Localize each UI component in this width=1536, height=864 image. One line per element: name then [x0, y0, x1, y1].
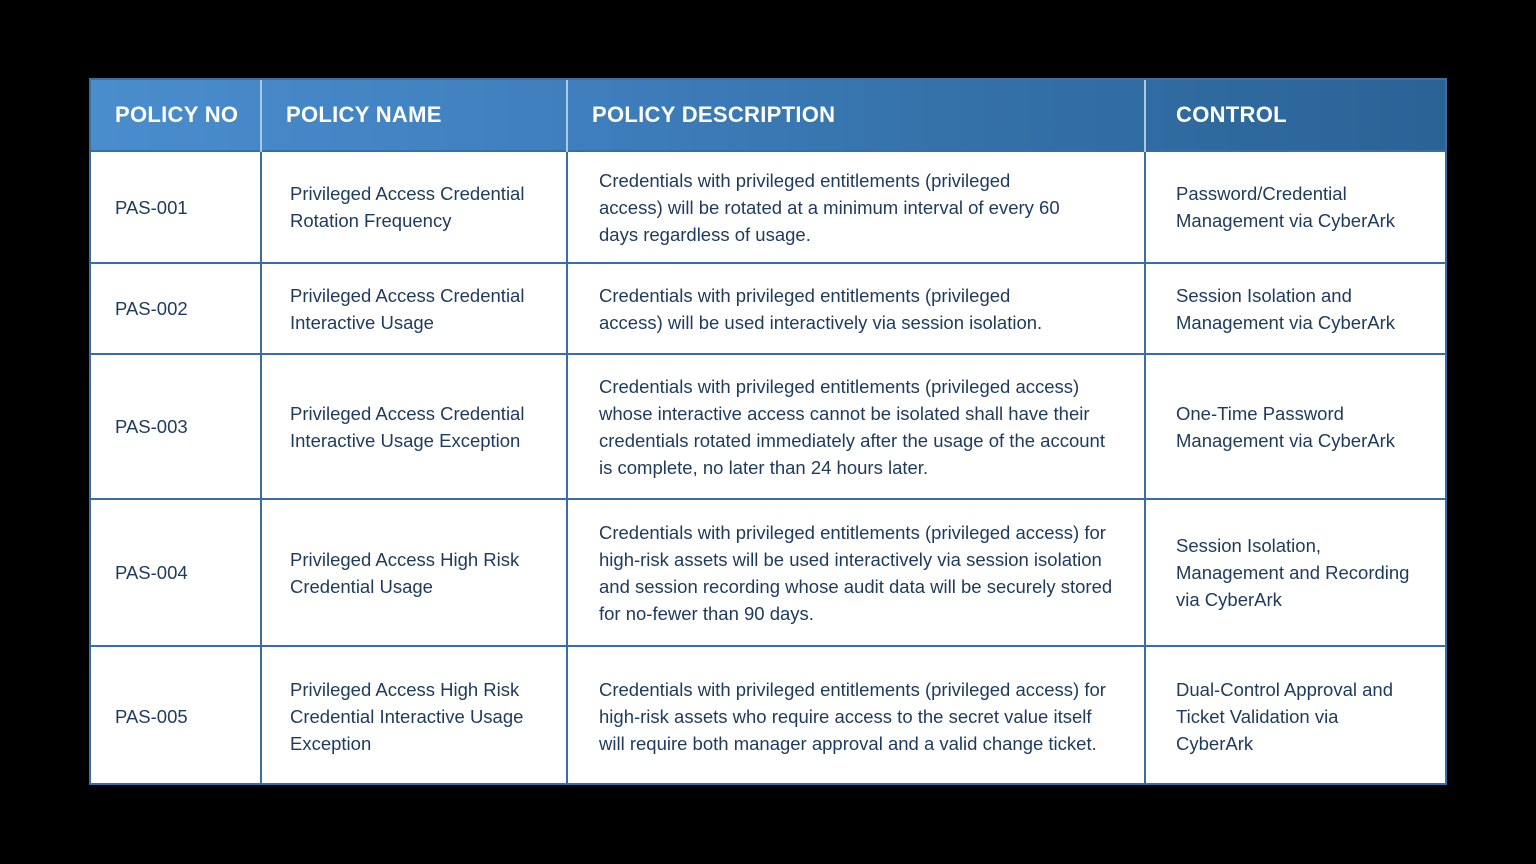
table-row — [91, 151, 1445, 263]
cell-policy-description: Credentials with privileged entitlements (privileged access) for high-risk assets will be used interactively via session isolation and session recording whose audit data will be securely stored for no-fewer than 90 days. — [567, 499, 1145, 646]
cell-policy-description: Credentials with privileged entitlements (privileged access) will be rotated at a minimum interval of every 60 days regardless of usage. — [567, 151, 1145, 263]
table-row — [91, 263, 1445, 354]
cell-control: One-Time Password Management via CyberArk — [1145, 354, 1445, 499]
cell-control: Dual-Control Approval and Ticket Validation via CyberArk — [1145, 646, 1445, 785]
cell-policy-no: PAS-003 — [91, 354, 261, 499]
header-row — [91, 80, 1445, 151]
header-policy-no: POLICY NO — [91, 80, 261, 151]
cell-policy-description: Credentials with privileged entitlements (privileged access) whose interactive access cannot be isolated shall have their credentials rotated immediately after the usage of the account is complete, no later than 24 hours later. — [567, 354, 1145, 499]
cell-policy-name: Privileged Access High Risk Credential Usage — [261, 499, 567, 646]
cell-policy-no: PAS-004 — [91, 499, 261, 646]
policy-table — [91, 80, 1445, 785]
cell-policy-name: Privileged Access Credential Interactive Usage Exception — [261, 354, 567, 499]
cell-policy-no: PAS-001 — [91, 151, 261, 263]
cell-control: Password/Credential Management via CyberArk — [1145, 151, 1445, 263]
cell-control: Session Isolation, Management and Recording via CyberArk — [1145, 499, 1445, 646]
table-row — [91, 354, 1445, 499]
table-row — [91, 646, 1445, 785]
cell-policy-no: PAS-002 — [91, 263, 261, 354]
header-policy-description: POLICY DESCRIPTION — [567, 80, 1145, 151]
cell-policy-name: Privileged Access Credential Interactive Usage — [261, 263, 567, 354]
policy-table-container — [89, 78, 1447, 785]
cell-policy-name: Privileged Access Credential Rotation Frequency — [261, 151, 567, 263]
header-policy-name: POLICY NAME — [261, 80, 567, 151]
cell-policy-description: Credentials with privileged entitlements (privileged access) will be used interactively via session isolation. — [567, 263, 1145, 354]
cell-policy-no: PAS-005 — [91, 646, 261, 785]
cell-policy-description: Credentials with privileged entitlements (privileged access) for high-risk assets who require access to the secret value itself will require both manager approval and a valid change ticket. — [567, 646, 1145, 785]
header-control: CONTROL — [1176, 102, 1287, 127]
table-header — [91, 80, 1445, 151]
table-body — [91, 151, 1445, 785]
cell-control: Session Isolation and Management via CyberArk — [1145, 263, 1445, 354]
table-row — [91, 499, 1445, 646]
cell-policy-name: Privileged Access High Risk Credential Interactive Usage Exception — [261, 646, 567, 785]
